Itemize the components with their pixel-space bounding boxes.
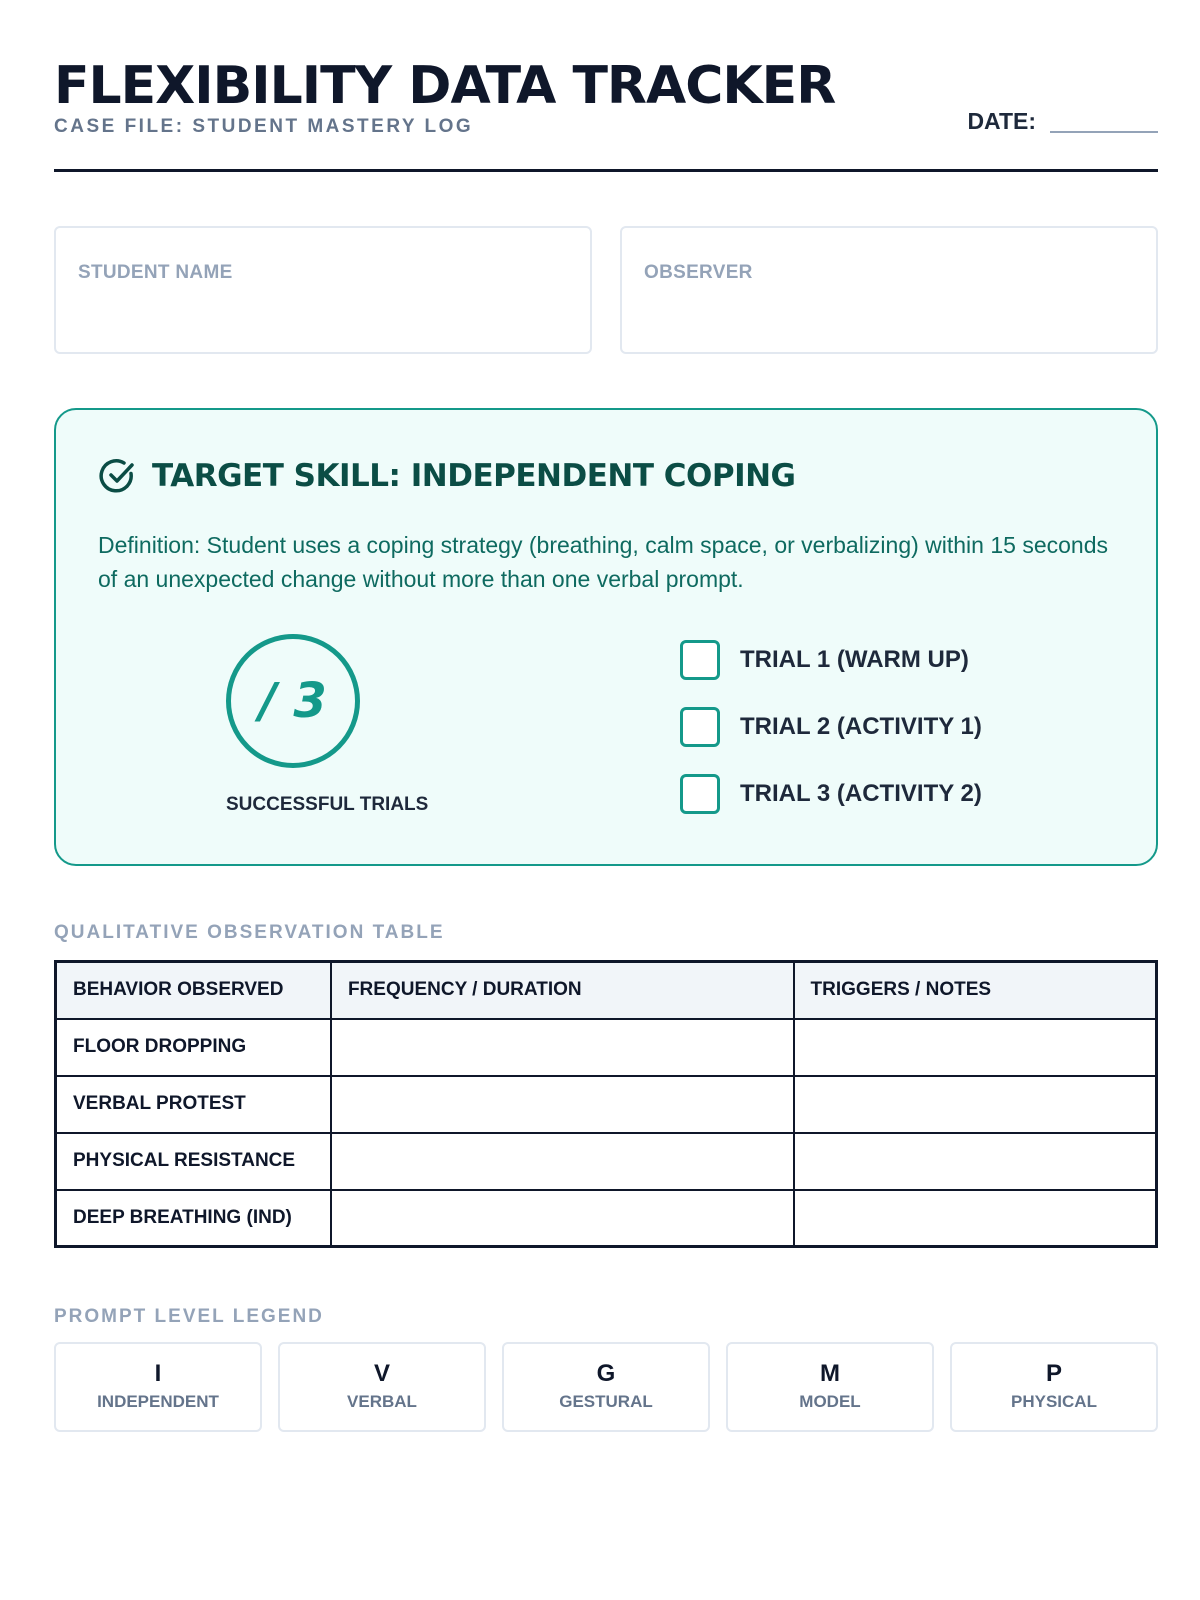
- trial-label: TRIAL 1 (WARM UP): [740, 646, 969, 673]
- table-header-row: [56, 962, 1157, 1019]
- legend-letter: I: [154, 1360, 162, 1387]
- page-title: FLEXIBILITY DATA TRACKER: [54, 56, 836, 116]
- trial-checkbox[interactable]: [680, 774, 720, 814]
- trial-checkbox[interactable]: [680, 707, 720, 747]
- behavior-cell: PHYSICAL RESISTANCE: [56, 1133, 331, 1190]
- target-skill-card: [54, 408, 1158, 866]
- table-row: [56, 1076, 1157, 1133]
- trial-item[interactable]: [680, 707, 982, 747]
- legend-item-physical: [950, 1342, 1158, 1432]
- legend-letter: V: [373, 1360, 390, 1387]
- trial-list: [680, 640, 982, 841]
- legend-name: PHYSICAL: [1011, 1392, 1097, 1411]
- counter-label: SUCCESSFUL TRIALS: [226, 794, 429, 815]
- student-name-field[interactable]: [54, 226, 592, 354]
- trial-label: TRIAL 3 (ACTIVITY 2): [740, 780, 982, 807]
- legend-letter: P: [1045, 1360, 1062, 1387]
- column-header-frequency: FREQUENCY / DURATION: [331, 962, 794, 1019]
- behavior-cell: FLOOR DROPPING: [56, 1019, 331, 1076]
- column-header-behavior: BEHAVIOR OBSERVED: [56, 962, 331, 1019]
- date-field[interactable]: [967, 108, 1158, 135]
- notes-cell[interactable]: [794, 1133, 1157, 1190]
- trial-item[interactable]: [680, 640, 982, 680]
- successful-trials-counter[interactable]: [226, 634, 360, 768]
- prompt-level-legend: [54, 1342, 1158, 1432]
- trial-label: TRIAL 2 (ACTIVITY 1): [740, 713, 982, 740]
- target-skill-definition: Definition: Student uses a coping strategy (breathing, calm space, or verbalizing) within 15 seconds of an unexpected change without more than one verbal prompt.: [98, 532, 1108, 592]
- notes-cell[interactable]: [794, 1019, 1157, 1076]
- page-subtitle: CASE FILE: STUDENT MASTERY LOG: [54, 116, 474, 137]
- frequency-cell[interactable]: [331, 1019, 794, 1076]
- legend-name: INDEPENDENT: [97, 1392, 219, 1411]
- check-circle-icon: [98, 456, 138, 496]
- frequency-cell[interactable]: [331, 1076, 794, 1133]
- trial-item[interactable]: [680, 774, 982, 814]
- table-row: [56, 1133, 1157, 1190]
- frequency-cell[interactable]: [331, 1190, 794, 1247]
- page: [54, 0, 1158, 1600]
- trial-checkbox[interactable]: [680, 640, 720, 680]
- observer-label: OBSERVER: [644, 262, 753, 283]
- legend-letter: M: [820, 1360, 840, 1387]
- column-header-notes: TRIGGERS / NOTES: [794, 962, 1157, 1019]
- frequency-cell[interactable]: [331, 1133, 794, 1190]
- behavior-cell: DEEP BREATHING (IND): [56, 1190, 331, 1247]
- target-skill-heading: [98, 456, 796, 496]
- notes-cell[interactable]: [794, 1190, 1157, 1247]
- observer-field[interactable]: [620, 226, 1158, 354]
- legend-letter: G: [596, 1360, 616, 1387]
- table-row: [56, 1190, 1157, 1247]
- legend-item-verbal: [278, 1342, 486, 1432]
- legend-item-independent: [54, 1342, 262, 1432]
- notes-cell[interactable]: [794, 1076, 1157, 1133]
- header: [54, 56, 1158, 172]
- legend-name: MODEL: [799, 1392, 861, 1411]
- prompt-legend-label: PROMPT LEVEL LEGEND: [54, 1306, 324, 1327]
- observation-table: [54, 960, 1158, 1248]
- legend-item-gestural: [502, 1342, 710, 1432]
- date-input-line[interactable]: [1050, 131, 1158, 133]
- table-row: [56, 1019, 1157, 1076]
- date-label: DATE:: [967, 108, 1036, 134]
- student-name-label: STUDENT NAME: [78, 262, 233, 283]
- legend-name: VERBAL: [347, 1392, 417, 1411]
- observation-table-label: QUALITATIVE OBSERVATION TABLE: [54, 922, 445, 943]
- behavior-cell: VERBAL PROTEST: [56, 1076, 331, 1133]
- counter-text: / 3: [259, 673, 327, 729]
- legend-name: GESTURAL: [559, 1392, 653, 1411]
- legend-item-model: [726, 1342, 934, 1432]
- target-skill-title: TARGET SKILL: INDEPENDENT COPING: [152, 458, 796, 494]
